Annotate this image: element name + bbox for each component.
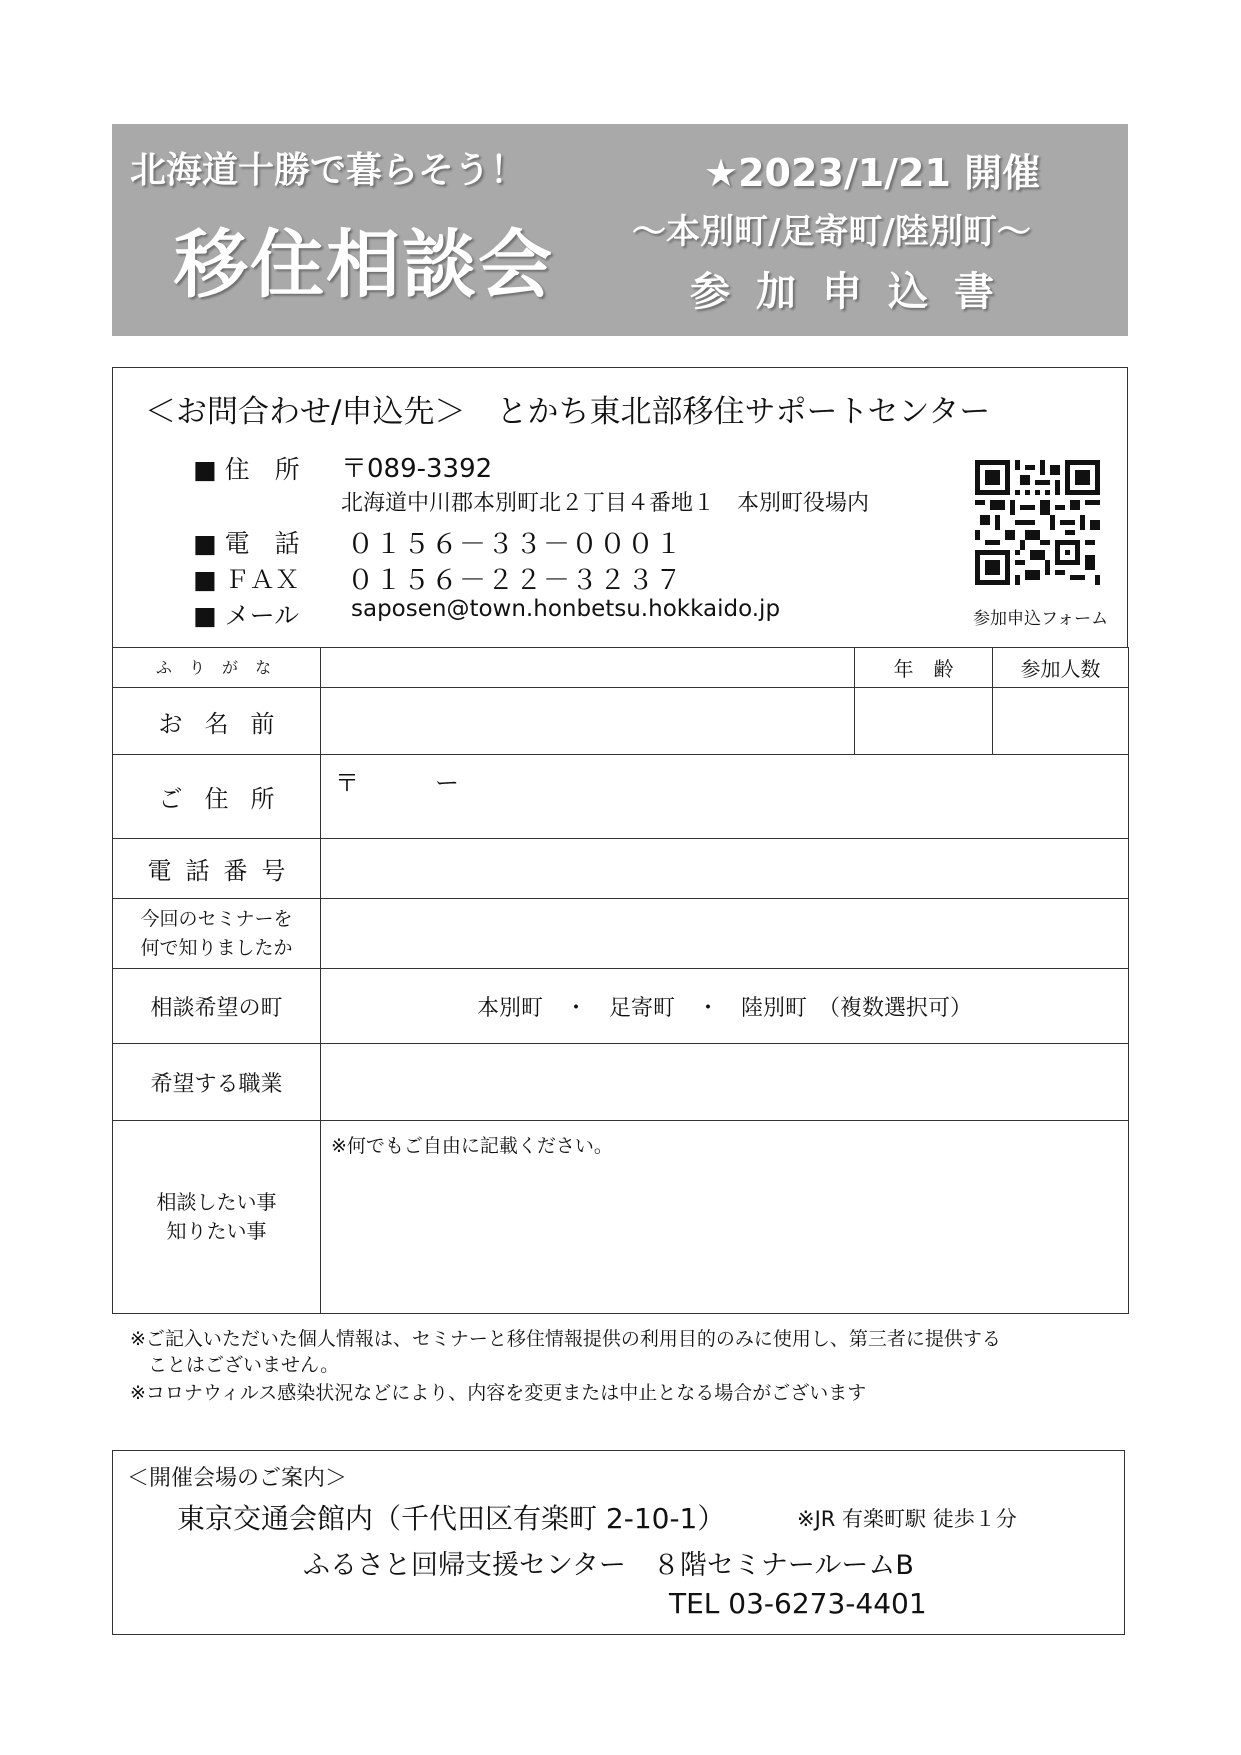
job-input[interactable] (321, 1044, 1129, 1121)
contact-address: 北海道中川郡本別町北２丁目４番地１ 本別町役場内 (341, 491, 870, 516)
consult-label-line2: 知りたい事 (166, 1219, 267, 1243)
address-label: ■ 住 所 (193, 455, 300, 484)
qr-code-icon[interactable] (975, 460, 1100, 585)
seminar-source-label (113, 899, 321, 969)
contact-phone: ０１５６－３３－０００１ (347, 529, 683, 560)
age-label: 年 齢 (855, 648, 993, 688)
phone-field-label: 電話番号 (113, 839, 321, 899)
participants-label: 参加人数 (993, 648, 1129, 688)
furigana-input[interactable] (321, 648, 855, 688)
contact-box (112, 367, 1128, 648)
furigana-label: ふ り が な (113, 648, 321, 688)
venue-room: ふるさと回帰支援センター ８階セミナールームB (303, 1550, 914, 1581)
contact-mail[interactable]: saposen@town.honbetsu.hokkaido.jp (351, 596, 781, 622)
privacy-note-line1: ※ご記入いただいた個人情報は、セミナーと移住情報提供の利用目的のみに使用し、第三者に提供する (130, 1328, 1001, 1350)
covid-note: ※コロナウィルス感染状況などにより、内容を変更または中止となる場合がございます (130, 1382, 867, 1404)
application-form (112, 647, 1129, 1314)
towns-options[interactable]: 本別町 ・ 足寄町 ・ 陸別町 （複数選択可） (321, 969, 1129, 1044)
banner-title: 移住相談会 (174, 222, 554, 308)
consult-input[interactable] (321, 1121, 1129, 1314)
participants-input[interactable] (993, 688, 1129, 755)
banner-date: ★2023/1/21 開催 (704, 151, 1041, 195)
venue-heading: ＜開催会場のご案内＞ (127, 1466, 348, 1491)
banner-form-title: 参加申込書 (690, 269, 1020, 315)
phone-input[interactable] (321, 839, 1129, 899)
phone-label: ■ 電 話 (193, 529, 300, 558)
privacy-note-line2: ことはございません。 (148, 1354, 340, 1376)
seminar-source-line2: 何で知りましたか (140, 936, 293, 959)
contact-fax: ０１５６－２２－３２３７ (347, 565, 683, 596)
venue-box (112, 1450, 1125, 1635)
venue-access: ※JR 有楽町駅 徒歩１分 (797, 1507, 1017, 1531)
contact-heading: ＜お問合わせ/申込先＞ とかち東北部移住サポートセンター (145, 394, 991, 430)
fax-label: ■ ＦＡＸ (193, 565, 300, 594)
banner-tagline: 北海道十勝で暮らそう！ (130, 150, 527, 191)
postal-dash: ー (435, 769, 459, 797)
consult-label (113, 1121, 321, 1314)
name-label: お名前 (113, 688, 321, 755)
consult-hint: ※何でもご自由に記載ください。 (331, 1135, 613, 1157)
address-field-label: ご住所 (113, 755, 321, 839)
job-label: 希望する職業 (113, 1044, 321, 1121)
address-input[interactable] (321, 755, 1129, 839)
consult-label-line1: 相談したい事 (156, 1190, 277, 1214)
age-input[interactable] (855, 688, 993, 755)
postal-mark: 〒 (335, 769, 359, 797)
seminar-source-input[interactable] (321, 899, 1129, 969)
contact-postal: 〒089-3392 (341, 454, 493, 484)
towns-label: 相談希望の町 (113, 969, 321, 1044)
venue-tel: TEL 03-6273-4401 (669, 1587, 927, 1620)
header-banner (112, 124, 1128, 336)
mail-label: ■ メール (193, 601, 300, 630)
name-input[interactable] (321, 688, 855, 755)
banner-towns: ～本別町/足寄町/陸別町～ (632, 212, 1031, 252)
qr-caption: 参加申込フォーム (973, 609, 1109, 629)
venue-place: 東京交通会館内（千代田区有楽町 2-10-1） (177, 1502, 726, 1535)
seminar-source-line1: 今回のセミナーを (140, 907, 293, 930)
